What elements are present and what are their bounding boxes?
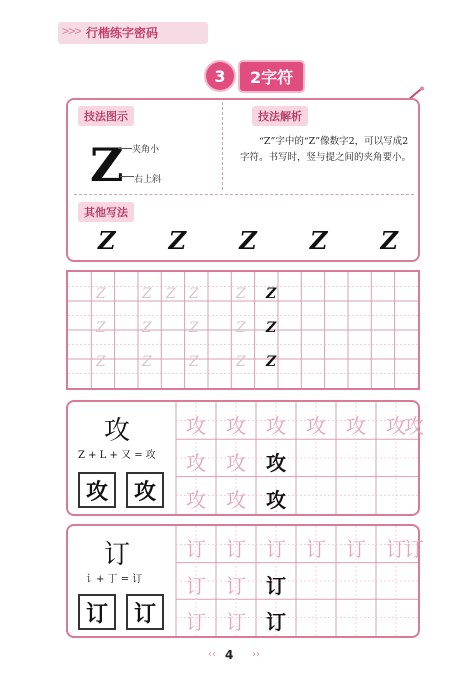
solid-glyph: Z — [266, 354, 277, 370]
section-number: 3 — [206, 62, 234, 90]
panel-divider-vertical — [222, 102, 223, 190]
solid-glyph: Z — [266, 320, 277, 336]
trace-char: 攻 — [404, 414, 424, 438]
trace-char: 攻 — [226, 451, 246, 475]
alt-glyph: Z — [239, 225, 257, 255]
trace-char: 攻 — [226, 488, 246, 512]
trace-glyph: Z — [96, 354, 106, 370]
method-note-bottom: 右上斜 — [134, 175, 162, 185]
method-note-top: 夹角小 — [132, 145, 160, 155]
solid-char: 订 — [266, 610, 286, 634]
char-box: 订 — [78, 594, 116, 630]
page-header — [0, 0, 470, 64]
solid-char: 攻 — [266, 488, 286, 512]
trace-glyph: Z — [96, 286, 106, 302]
trace-char: 攻 — [306, 414, 326, 438]
page-deco-right: ›› — [252, 649, 260, 660]
solid-char: 攻 — [266, 451, 286, 475]
section-heading: 2字符 — [240, 62, 303, 91]
char-practice-panel-1 — [66, 400, 424, 516]
trace-char: 订 — [226, 574, 246, 598]
char-box: 攻 — [126, 472, 164, 508]
trace-char: 订 — [226, 610, 246, 634]
char-practice-panel-2 — [66, 524, 424, 638]
trace-char: 攻 — [186, 451, 206, 475]
other-forms-tag: 其他写法 — [78, 202, 134, 222]
trace-glyph: Z — [189, 286, 199, 302]
technique-panel — [66, 98, 420, 262]
trace-glyph: Z — [189, 354, 199, 370]
trace-char: 订 — [266, 537, 286, 561]
trace-char: 订 — [186, 574, 206, 598]
header-arrows: >>> — [62, 24, 81, 38]
trace-char: 攻 — [386, 414, 406, 438]
method-tag: 技法图示 — [78, 106, 134, 126]
solid-glyph: Z — [266, 286, 277, 302]
section-title — [206, 62, 303, 90]
analysis-tag: 技法解析 — [252, 106, 308, 126]
alt-forms-row — [98, 222, 398, 258]
trace-char: 攻 — [226, 414, 246, 438]
trace-glyph: Z — [142, 354, 152, 370]
trace-glyph: Z — [142, 286, 152, 302]
char-formula: Z + L + 又 = 攻 — [78, 450, 156, 461]
char-main: 订 — [104, 540, 131, 570]
char-box: 攻 — [78, 472, 116, 508]
char-intro-1 — [68, 402, 176, 514]
trace-glyph: Z — [189, 320, 199, 336]
solid-char: 订 — [266, 574, 286, 598]
trace-char: 攻 — [346, 414, 366, 438]
trace-glyph: Z — [236, 286, 246, 302]
char-box: 订 — [126, 594, 164, 630]
trace-char: 订 — [306, 537, 326, 561]
trace-char: 订 — [226, 537, 246, 561]
note-pointer-bottom — [120, 176, 134, 177]
trace-glyph: Z — [166, 286, 176, 302]
trace-char: 攻 — [186, 414, 206, 438]
char-formula: 讠+ 丁 = 订 — [86, 574, 143, 585]
trace-char: 订 — [186, 610, 206, 634]
alt-glyph: Z — [309, 225, 328, 255]
alt-glyph: Z — [98, 225, 116, 255]
glyph-practice-grid — [66, 270, 420, 390]
trace-char: 攻 — [266, 414, 286, 438]
char-intro-2 — [68, 526, 176, 636]
trace-char: 订 — [186, 537, 206, 561]
char-main: 攻 — [104, 416, 131, 446]
trace-char: 订 — [404, 537, 424, 561]
panel-divider-horizontal — [74, 194, 414, 195]
trace-char: 订 — [346, 537, 366, 561]
trace-char: 攻 — [186, 488, 206, 512]
trace-glyph: Z — [96, 320, 106, 336]
trace-glyph: Z — [236, 354, 246, 370]
method-glyph: Z — [90, 138, 124, 192]
analysis-text: “Z”字中的“Z”像数字2，可以写成2字符。书写时，竖与提之间的夹角要小。 — [240, 136, 412, 163]
trace-glyph: Z — [142, 320, 152, 336]
book-title: 行楷练字密码 — [86, 26, 159, 40]
alt-glyph: Z — [168, 225, 187, 255]
note-pointer-top — [118, 148, 132, 149]
trace-glyph: Z — [236, 320, 246, 336]
alt-glyph: Z — [380, 225, 398, 255]
page-number: 4 — [225, 648, 234, 662]
trace-char: 订 — [386, 537, 406, 561]
page-deco-left: ‹‹ — [208, 649, 216, 660]
